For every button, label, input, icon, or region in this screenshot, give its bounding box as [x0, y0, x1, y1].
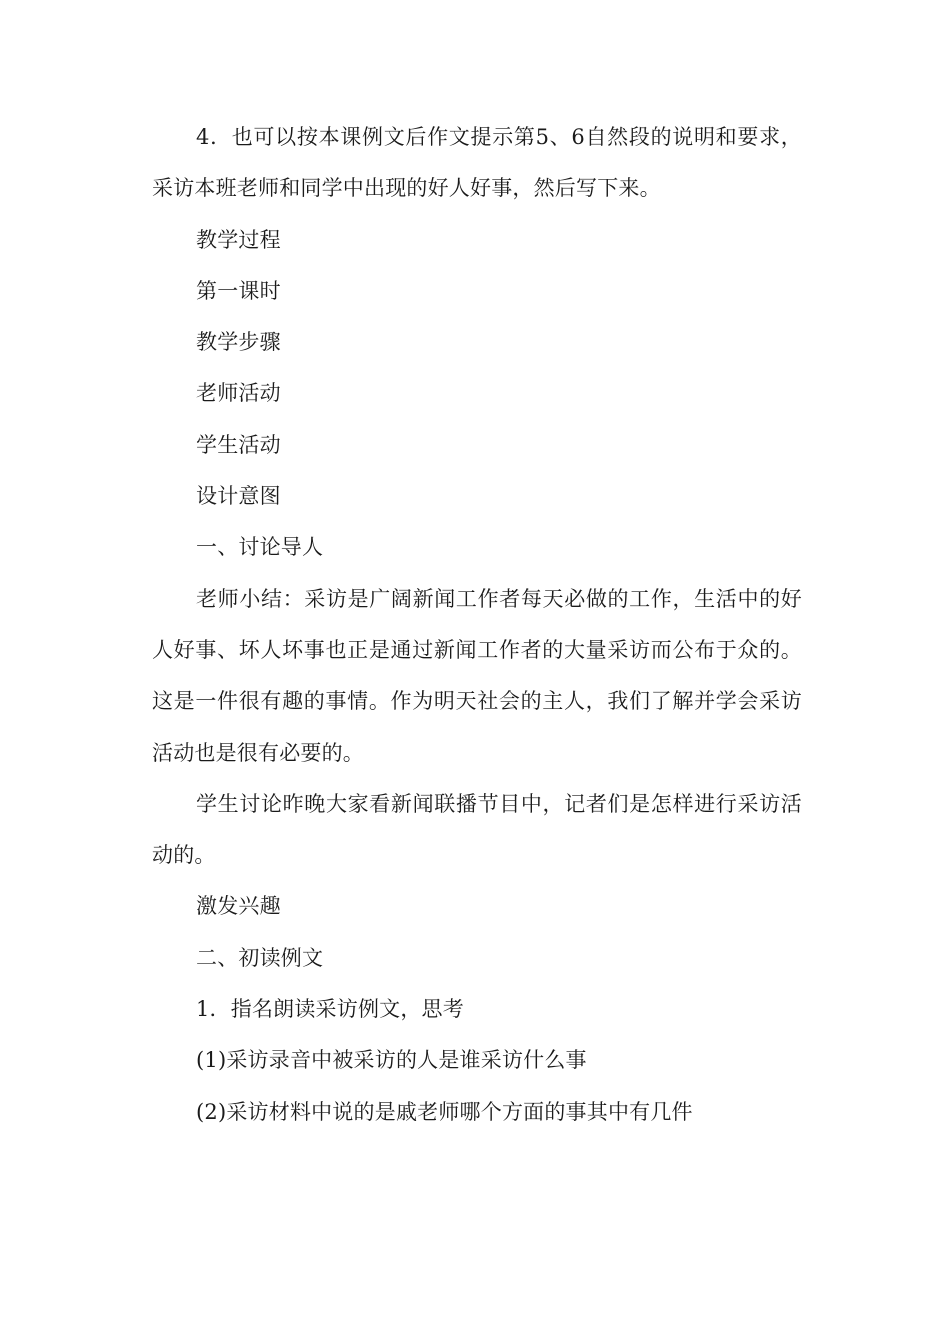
section-heading-discussion: 一、讨论导人: [196, 535, 324, 560]
paragraph-instruction-4: 4．也可以按本课例文后作文提示第5、6自然段的说明和要求，采访本班老师和同学中出现的好人好事，然后写下来。: [152, 125, 802, 201]
heading-first-lesson: 第一课时: [196, 278, 281, 303]
heading-design-intent: 设计意图: [196, 484, 281, 509]
heading-teaching-steps: 教学步骤: [196, 330, 281, 355]
paragraph-reading-task: 1．指名朗读采访例文，思考: [196, 997, 464, 1022]
paragraph-student-discussion: 学生讨论昨晚大家看新闻联播节目中，记者们是怎样进行采访活动的。: [152, 791, 802, 868]
heading-teacher-activity: 老师活动: [196, 381, 281, 406]
document-body: [152, 112, 802, 1138]
paragraph-teacher-summary: 老师小结：采访是广阔新闻工作者每天必做的工作，生活中的好人好事、坏人坏事也正是通过新闻工作者的大量采访而公布于众的。这是一件很有趣的事情。作为明天社会的主人，我们了解并学会采访活动也是很有必要的。: [152, 586, 802, 765]
heading-teaching-process: 教学过程: [196, 227, 281, 252]
section-heading-first-reading: 二、初读例文: [196, 945, 324, 970]
heading-student-activity: 学生活动: [196, 432, 281, 457]
paragraph-question-1: (1)采访录音中被采访的人是谁采访什么事: [196, 1048, 587, 1073]
paragraph-stimulate-interest: 激发兴趣: [196, 894, 281, 919]
paragraph-question-2: (2)采访材料中说的是戚老师哪个方面的事其中有几件: [196, 1099, 693, 1124]
